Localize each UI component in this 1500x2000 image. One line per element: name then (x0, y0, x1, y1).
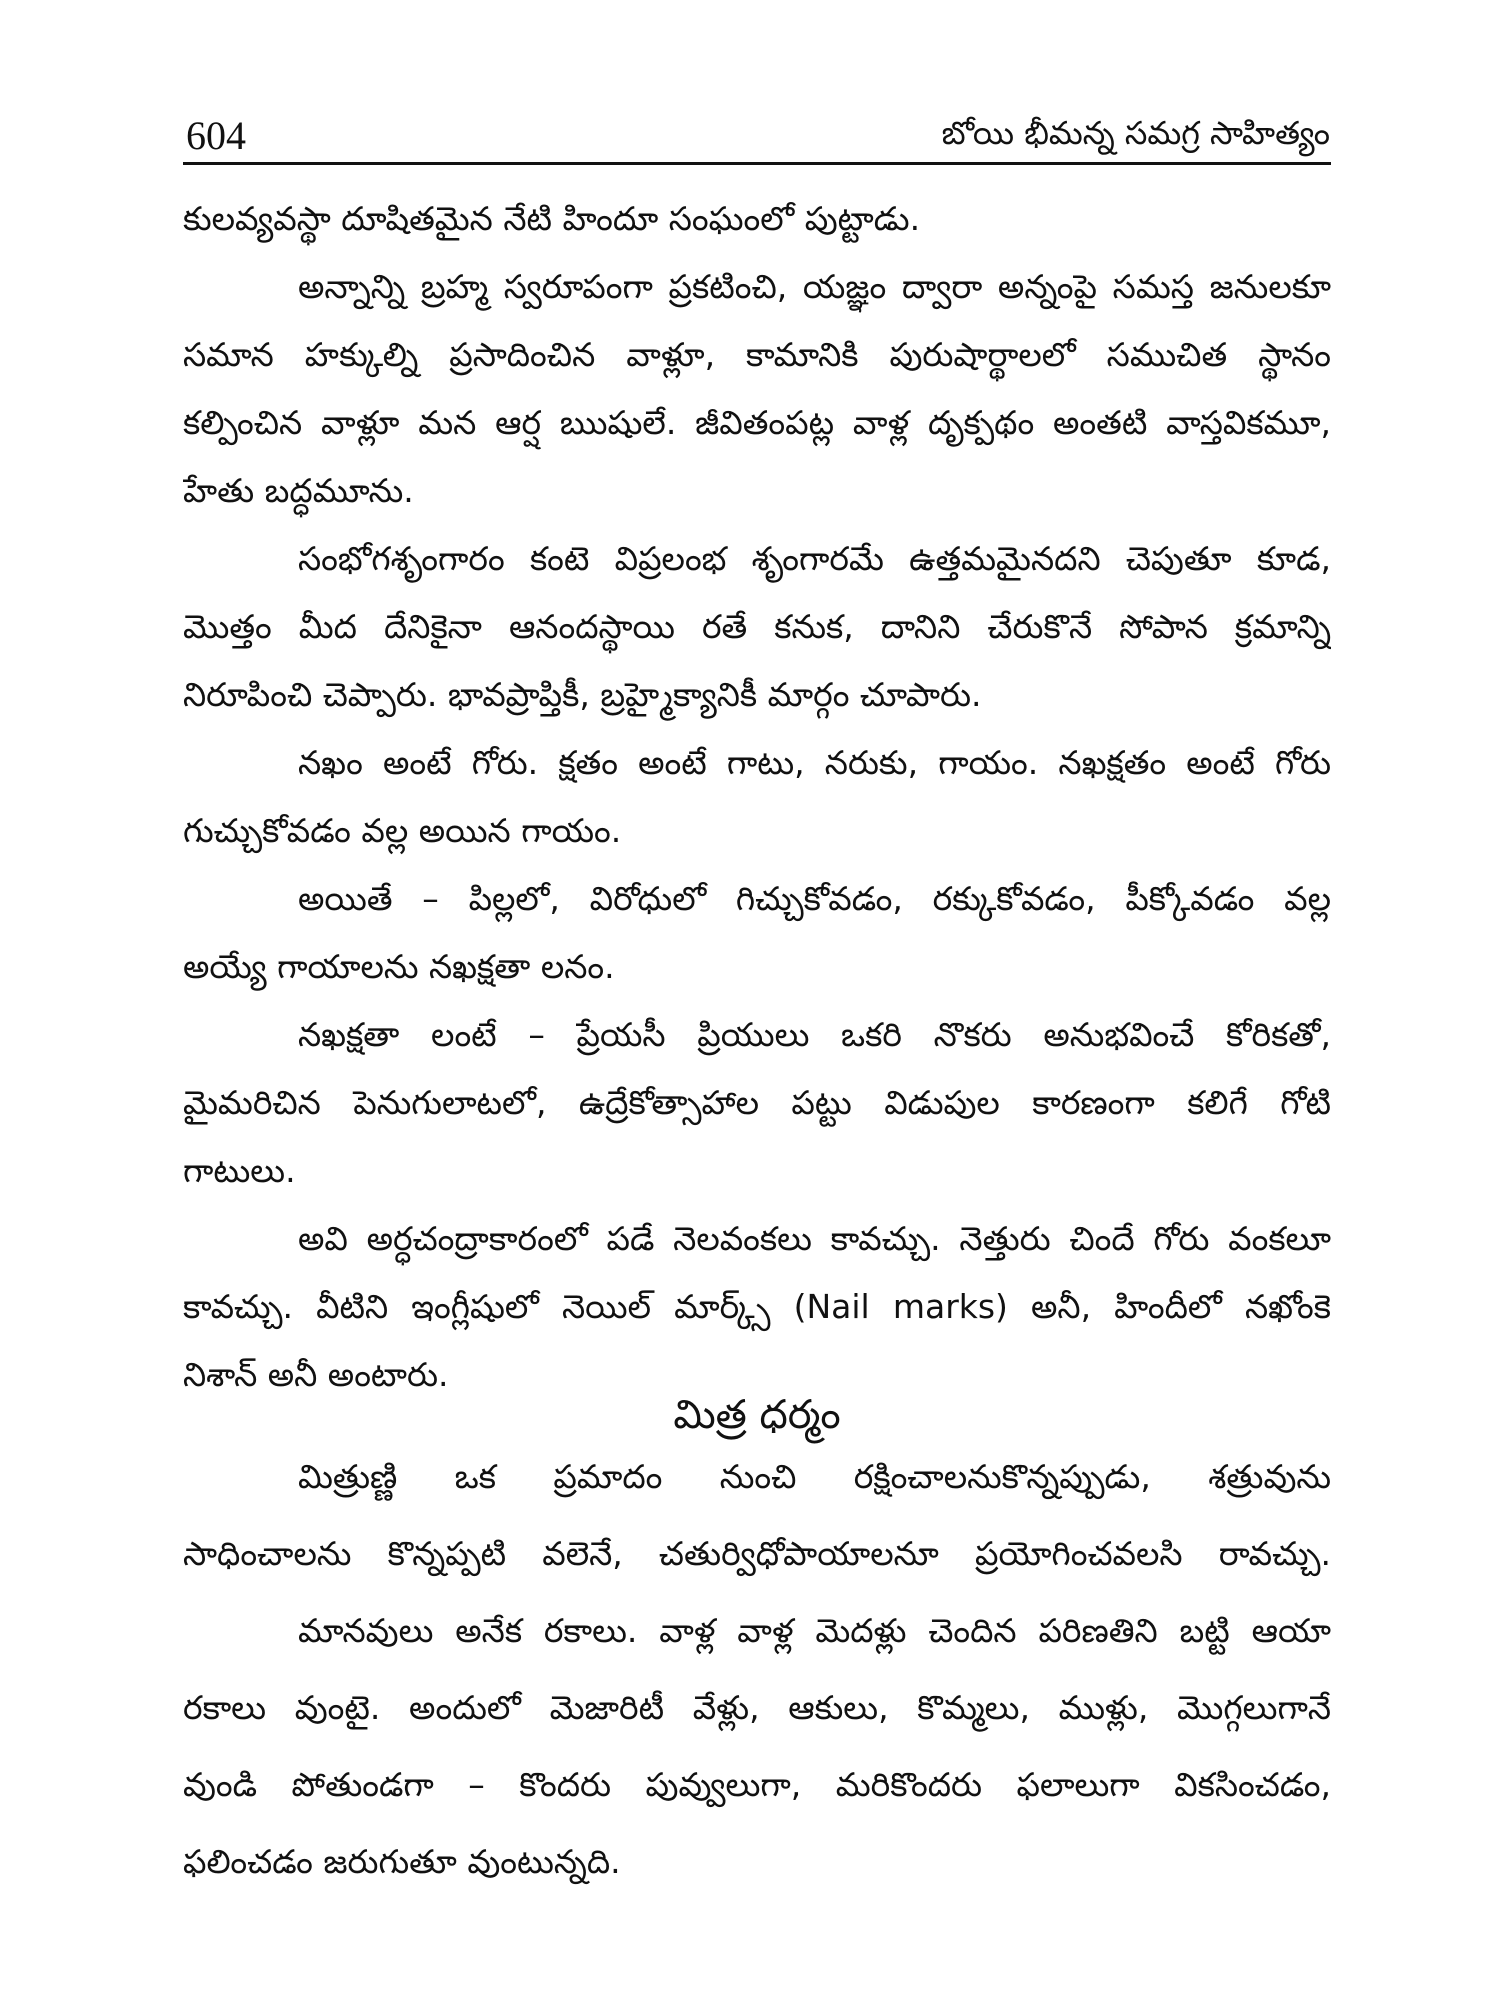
text-line: గాటులు. (183, 1151, 296, 1190)
text-line: నఖం అంటే గోరు. క్షతం అంటే గాటు, నరుకు, గాయం. నఖక్షతం అంటే గోరు (298, 743, 1331, 782)
text-line: మిత్రుణ్ణి ఒక ప్రమాదం నుంచి రక్షించాలనుకొన్నప్పుడు, శత్రువును (298, 1457, 1331, 1496)
page-number: 604 (186, 113, 246, 158)
text-line: హేతు బద్ధమూను. (183, 471, 414, 510)
text-line: అయితే – పిల్లలో, విరోధులో గిచ్చుకోవడం, రక్కుకోవడం, పీక్కోవడం వల్ల (298, 879, 1331, 918)
text-line: మొత్తం మీద దేనికైనా ఆనందస్థాయి రతే కనుక, దానిని చేరుకొనే సోపాన క్రమాన్ని (183, 607, 1331, 646)
text-line: మానవులు అనేక రకాలు. వాళ్ల వాళ్ల మెదళ్లు చెందిన పరిణతిని బట్టి ఆయా (298, 1611, 1331, 1650)
body-text-section-1 (183, 185, 1331, 1409)
text-line: వుండి పోతుండగా – కొందరు పువ్వులుగా, మరికొందరు ఫలాలుగా వికసించడం, (183, 1765, 1331, 1804)
text-line: సాధించాలను కొన్నప్పటి వలెనే, చతుర్విధోపాయాలనూ ప్రయోగించవలసి రావచ్చు. (183, 1534, 1331, 1573)
text-line: అవి అర్ధచంద్రాకారంలో పడే నెలవంకలు కావచ్చు. నెత్తురు చిందే గోరు వంకలూ (298, 1219, 1331, 1258)
text-line: అన్నాన్ని బ్రహ్మ స్వరూపంగా ప్రకటించి, యజ్ఞం ద్వారా అన్నంపై సమస్త జనులకూ (298, 267, 1331, 306)
text-line: కావచ్చు. వీటిని ఇంగ్లీషులో నెయిల్ మార్క్స్ (Nail marks) అనీ, హిందీలో నఖోంకె (183, 1287, 1331, 1326)
text-line: మైమరిచిన పెనుగులాటలో, ఉద్రేకోత్సాహాల పట్టు విడుపుల కారణంగా కలిగే గోటి (183, 1083, 1331, 1122)
text-line: కల్పించిన వాళ్లూ మన ఆర్ష ఋషులే. జీవితంపట్ల వాళ్ల దృక్పథం అంతటి వాస్తవికమూ, (183, 403, 1331, 442)
header-rule (183, 162, 1331, 165)
running-title: బోయి భీమన్న సమగ్ర సాహిత్యం (941, 114, 1330, 152)
text-line: సంభోగశృంగారం కంటె విప్రలంభ శృంగారమే ఉత్తమమైనదని చెపుతూ కూడ, (298, 539, 1331, 578)
text-line: నఖక్షతా లంటే – ప్రేయసీ ప్రియులు ఒకరి నొకరు అనుభవించే కోరికతో, (298, 1015, 1331, 1054)
text-line: నిరూపించి చెప్పారు. భావప్రాప్తికీ, బ్రహ్మైక్యానికీ మార్గం చూపారు. (183, 675, 982, 714)
text-line: సమాన హక్కుల్ని ప్రసాదించిన వాళ్లూ, కామానికి పురుషార్థాలలో సముచిత స్థానం (183, 335, 1331, 374)
section-heading: మిత్ర ధర్మం (673, 1392, 841, 1438)
text-line: రకాలు వుంటై. అందులో మెజారిటీ వేళ్లు, ఆకులు, కొమ్మలు, ముళ్లు, మొగ్గలుగానే (183, 1688, 1331, 1727)
body-text-section-2 (183, 1438, 1331, 1900)
text-line: కులవ్యవస్థా దూషితమైన నేటి హిందూ సంఘంలో పుట్టాడు. (183, 199, 921, 238)
text-line: అయ్యే గాయాలను నఖక్షతా లనం. (183, 947, 615, 986)
text-line: ఫలించడం జరుగుతూ వుంటున్నది. (183, 1842, 621, 1881)
text-line: గుచ్చుకోవడం వల్ల అయిన గాయం. (183, 811, 622, 850)
text-line: నిశాన్ అనీ అంటారు. (183, 1355, 449, 1394)
